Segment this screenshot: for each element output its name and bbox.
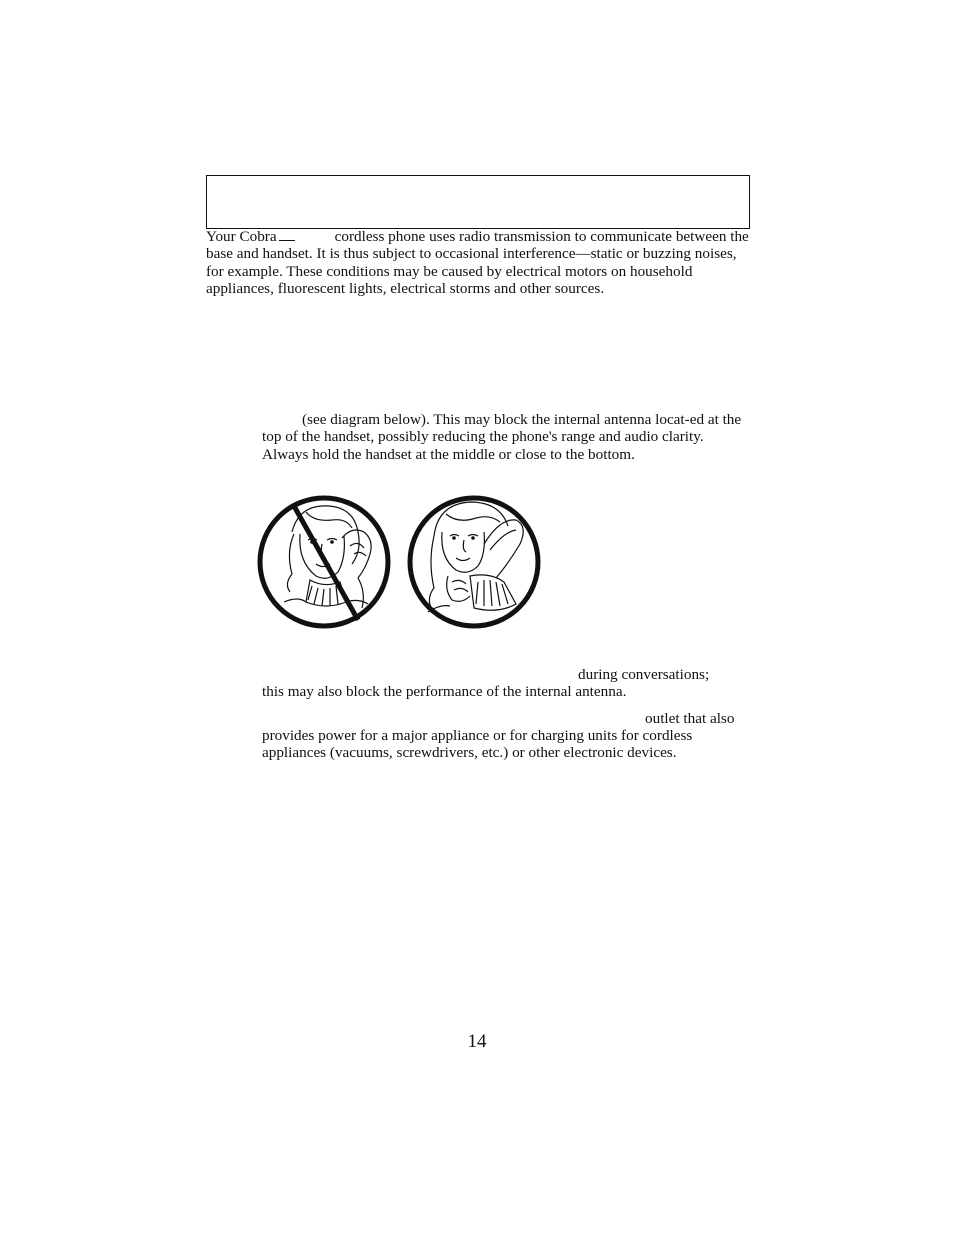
- tip-conversations-start: during conversations;: [578, 666, 710, 683]
- tip-outlet-start: outlet that also: [645, 710, 735, 727]
- tip-hold-handset: [262, 411, 746, 463]
- page-number: 14: [467, 1031, 487, 1052]
- intro-text-start: Your Cobra: [206, 228, 277, 245]
- wrong-grip-illustration: [254, 492, 394, 632]
- intro-text-rest: cordless phone uses radio transmission to communicate between the base and handset. It is thus subject to occasional interference—static or buzzing noises, for example. These conditions may be caused by electrical motors on household appliances, fluorescent lights, electrical storms and other sources.: [206, 228, 749, 298]
- section-header-box: [206, 175, 750, 229]
- model-blank: [279, 228, 295, 241]
- tip-conversations-rest: this may also block the performance of the internal antenna.: [262, 683, 627, 700]
- tip-outlet-rest: provides power for a major appliance or for charging units for cordless appliances (vacuums, screwdrivers, etc.) or other electronic devices.: [262, 727, 693, 762]
- tip-hold-handset-text: (see diagram below). This may block the internal antenna locat-ed at the top of the handset, possibly reducing the phone's range and audio clarity. Always hold the handset at the middle or close to the bottom.: [262, 411, 742, 463]
- intro-paragraph: [206, 228, 751, 298]
- woman-face-icon: [428, 502, 523, 612]
- correct-grip-illustration: [404, 492, 544, 632]
- woman-face-icon: [284, 506, 371, 608]
